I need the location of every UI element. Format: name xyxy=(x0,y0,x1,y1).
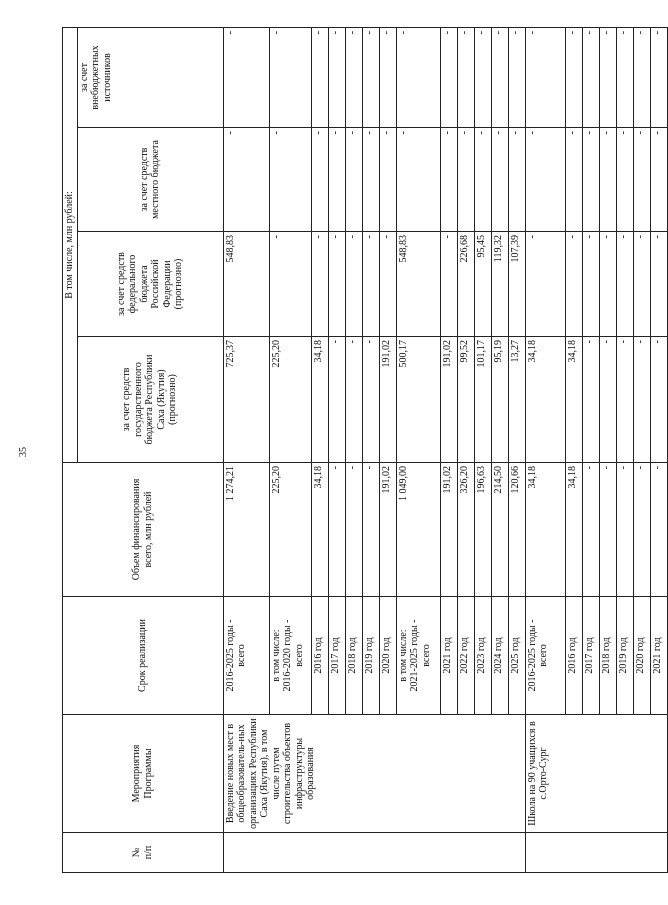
federal-budget-cell: - xyxy=(599,232,616,337)
period-cell: 2019 год xyxy=(616,597,633,715)
row-number-cell xyxy=(525,833,667,873)
extrabudgetary-cell: - xyxy=(650,27,667,127)
federal-budget-cell: - xyxy=(379,232,396,337)
state-budget-cell: - xyxy=(599,337,616,463)
extrabudgetary-cell: - xyxy=(616,27,633,127)
period-cell: 2024 год xyxy=(491,597,508,715)
extrabudgetary-cell: - xyxy=(396,27,440,127)
header-state: за счет средств государственного бюджета Республики Саха (Якутия) (прогнозно) xyxy=(77,337,223,463)
extrabudgetary-cell: - xyxy=(328,27,345,127)
extrabudgetary-cell: - xyxy=(491,27,508,127)
local-budget-cell: - xyxy=(269,128,311,232)
local-budget-cell: - xyxy=(565,128,582,232)
local-budget-cell: - xyxy=(616,128,633,232)
extrabudgetary-cell: - xyxy=(474,27,491,127)
extrabudgetary-cell: - xyxy=(508,27,525,127)
total-cell: 225,20 xyxy=(269,463,311,597)
extrabudgetary-cell: - xyxy=(565,27,582,127)
extrabudgetary-cell: - xyxy=(311,27,328,127)
total-cell: 120,66 xyxy=(508,463,525,597)
federal-budget-cell: - xyxy=(328,232,345,337)
rotated-table-canvas xyxy=(62,28,663,873)
state-budget-cell: - xyxy=(633,337,650,463)
total-cell: 214,50 xyxy=(491,463,508,597)
table-row xyxy=(223,27,269,872)
header-total: Объем финансирования всего, млн рублей xyxy=(63,463,224,597)
state-budget-cell: - xyxy=(362,337,379,463)
period-cell: 2016 год xyxy=(311,597,328,715)
extrabudgetary-cell: - xyxy=(440,27,457,127)
local-budget-cell: - xyxy=(525,128,565,232)
page-number: 35 xyxy=(18,447,29,457)
table-body xyxy=(223,27,667,872)
local-budget-cell: - xyxy=(582,128,599,232)
total-cell: 196,63 xyxy=(474,463,491,597)
state-budget-cell: 34,18 xyxy=(565,337,582,463)
state-budget-cell: 95,19 xyxy=(491,337,508,463)
period-cell: 2021 год xyxy=(650,597,667,715)
total-cell: 1 049,00 xyxy=(396,463,440,597)
state-budget-cell: 191,02 xyxy=(440,337,457,463)
federal-budget-cell: - xyxy=(633,232,650,337)
period-cell: 2025 год xyxy=(508,597,525,715)
state-budget-cell: 34,18 xyxy=(311,337,328,463)
total-cell: 326,20 xyxy=(457,463,474,597)
federal-budget-cell: 95,45 xyxy=(474,232,491,337)
extrabudgetary-cell: - xyxy=(633,27,650,127)
period-cell: 2017 год xyxy=(582,597,599,715)
total-cell: - xyxy=(582,463,599,597)
state-budget-cell: - xyxy=(650,337,667,463)
period-cell: 2017 год xyxy=(328,597,345,715)
table-row xyxy=(525,27,565,872)
local-budget-cell: - xyxy=(396,128,440,232)
federal-budget-cell: - xyxy=(269,232,311,337)
period-cell: в том числе: 2016-2020 годы - всего xyxy=(269,597,311,715)
state-budget-cell: 13,27 xyxy=(508,337,525,463)
period-cell: 2022 год xyxy=(457,597,474,715)
total-cell: - xyxy=(599,463,616,597)
period-cell: 2018 год xyxy=(345,597,362,715)
total-cell: - xyxy=(633,463,650,597)
local-budget-cell: - xyxy=(345,128,362,232)
total-cell: 34,18 xyxy=(565,463,582,597)
header-number: № п/п xyxy=(63,833,224,873)
total-cell: - xyxy=(328,463,345,597)
header-extra: за счет внебюджетных источников xyxy=(77,27,223,127)
period-cell: в том числе: 2021-2025 годы - всего xyxy=(396,597,440,715)
extrabudgetary-cell: - xyxy=(223,27,269,127)
total-cell: 34,18 xyxy=(525,463,565,597)
local-budget-cell: - xyxy=(440,128,457,232)
local-budget-cell: - xyxy=(223,128,269,232)
federal-budget-cell: - xyxy=(582,232,599,337)
period-cell: 2020 год xyxy=(633,597,650,715)
extrabudgetary-cell: - xyxy=(362,27,379,127)
state-budget-cell: 225,20 xyxy=(269,337,311,463)
federal-budget-cell: 226,68 xyxy=(457,232,474,337)
total-cell: - xyxy=(362,463,379,597)
state-budget-cell: - xyxy=(616,337,633,463)
federal-budget-cell: - xyxy=(525,232,565,337)
federal-budget-cell: 107,39 xyxy=(508,232,525,337)
state-budget-cell: - xyxy=(345,337,362,463)
local-budget-cell: - xyxy=(311,128,328,232)
period-cell: 2020 год xyxy=(379,597,396,715)
state-budget-cell: 191,02 xyxy=(379,337,396,463)
federal-budget-cell: - xyxy=(345,232,362,337)
state-budget-cell: - xyxy=(328,337,345,463)
local-budget-cell: - xyxy=(328,128,345,232)
local-budget-cell: - xyxy=(633,128,650,232)
header-local: за счет средств местного бюджета xyxy=(77,128,223,232)
state-budget-cell: 101,17 xyxy=(474,337,491,463)
state-budget-cell: - xyxy=(582,337,599,463)
federal-budget-cell: - xyxy=(565,232,582,337)
total-cell: - xyxy=(345,463,362,597)
local-budget-cell: - xyxy=(491,128,508,232)
extrabudgetary-cell: - xyxy=(457,27,474,127)
period-cell: 2016 год xyxy=(565,597,582,715)
local-budget-cell: - xyxy=(362,128,379,232)
federal-budget-cell: 548,83 xyxy=(223,232,269,337)
total-cell: - xyxy=(616,463,633,597)
extrabudgetary-cell: - xyxy=(345,27,362,127)
state-budget-cell: 99,52 xyxy=(457,337,474,463)
row-number-cell xyxy=(223,833,525,873)
federal-budget-cell: - xyxy=(362,232,379,337)
federal-budget-cell: 119,32 xyxy=(491,232,508,337)
financing-table xyxy=(62,27,668,873)
extrabudgetary-cell: - xyxy=(582,27,599,127)
extrabudgetary-cell: - xyxy=(379,27,396,127)
local-budget-cell: - xyxy=(379,128,396,232)
federal-budget-cell: - xyxy=(650,232,667,337)
state-budget-cell: 500,17 xyxy=(396,337,440,463)
header-federal: за счет средств федерального бюджета Российской Федерации (прогнозно) xyxy=(77,232,223,337)
header-event: Мероприятия Программы xyxy=(63,715,224,833)
total-cell: 191,02 xyxy=(440,463,457,597)
local-budget-cell: - xyxy=(457,128,474,232)
period-cell: 2018 год xyxy=(599,597,616,715)
federal-budget-cell: - xyxy=(440,232,457,337)
state-budget-cell: 34,18 xyxy=(525,337,565,463)
total-cell: 34,18 xyxy=(311,463,328,597)
period-cell: 2016-2025 годы - всего xyxy=(525,597,565,715)
federal-budget-cell: 548,83 xyxy=(396,232,440,337)
federal-budget-cell: - xyxy=(616,232,633,337)
period-cell: 2023 год xyxy=(474,597,491,715)
period-cell: 2021 год xyxy=(440,597,457,715)
header-period: Срок реализации xyxy=(63,597,224,715)
total-cell: 1 274,21 xyxy=(223,463,269,597)
local-budget-cell: - xyxy=(599,128,616,232)
extrabudgetary-cell: - xyxy=(599,27,616,127)
extrabudgetary-cell: - xyxy=(269,27,311,127)
total-cell: - xyxy=(650,463,667,597)
event-name-cell: Введение новых мест в общеобразователь-ных организациях Республики Саха (Якутия), в том числе путем строительства объектов инфраструктуры образования xyxy=(223,715,525,833)
period-cell: 2019 год xyxy=(362,597,379,715)
extrabudgetary-cell: - xyxy=(525,27,565,127)
state-budget-cell: 725,37 xyxy=(223,337,269,463)
federal-budget-cell: - xyxy=(311,232,328,337)
local-budget-cell: - xyxy=(508,128,525,232)
local-budget-cell: - xyxy=(650,128,667,232)
header-including: В том числе, млн рублей: xyxy=(63,27,78,462)
period-cell: 2016-2025 годы - всего xyxy=(223,597,269,715)
event-name-cell: Школа на 90 учащихся в с.Орто-Сург xyxy=(525,715,667,833)
local-budget-cell: - xyxy=(474,128,491,232)
total-cell: 191,02 xyxy=(379,463,396,597)
